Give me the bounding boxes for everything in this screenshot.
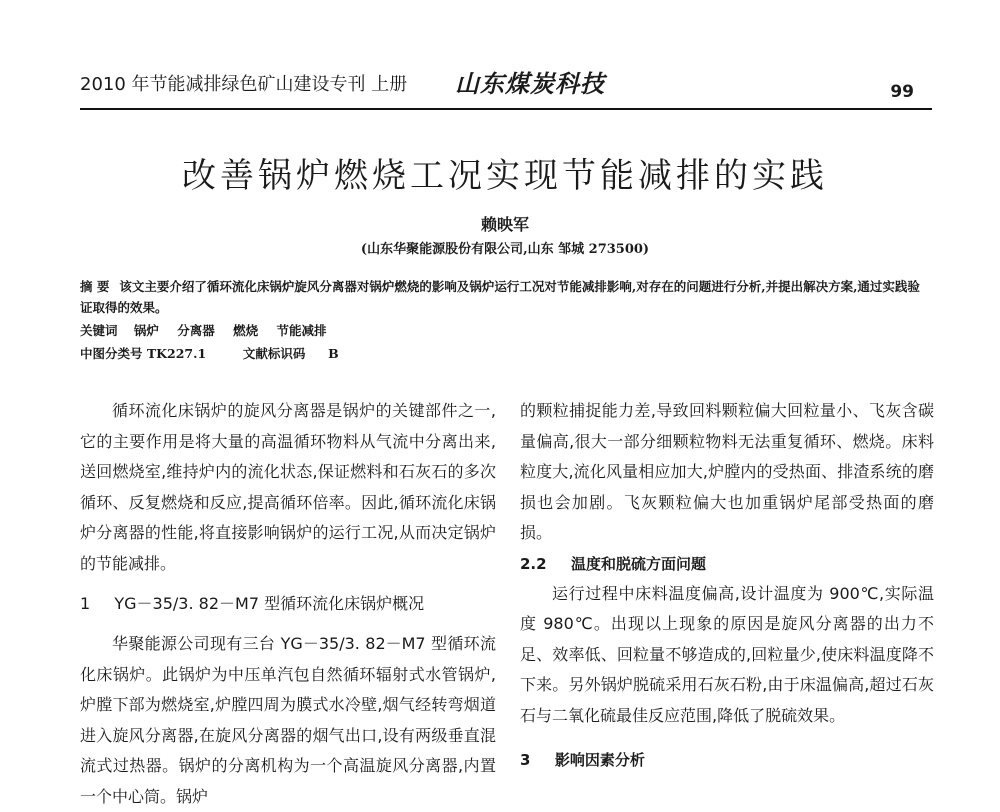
article-affiliation: (山东华聚能源股份有限公司,山东 邹城 273500) (360, 242, 650, 257)
section-2-2-heading (520, 549, 934, 579)
section-number: 3 (520, 751, 531, 769)
page-header (80, 60, 930, 100)
keyword: 锅炉 (133, 323, 159, 338)
section-3-heading (520, 745, 934, 775)
continued-paragraph: 的颗粒捕捉能力差,导致回料颗粒偏大回粒量小、飞灰含碳量偏高,很大一部分细颗粒物料无法重复循环、燃烧。床料粒度大,流化风量相应加大,炉膛内的受热面、排渣系统的磨损也会加剧。飞灰颗粒偏大也加重锅炉尾部受热面的磨损。 (520, 401, 934, 542)
section-title: 温度和脱硫方面问题 (571, 554, 707, 573)
abstract-label: 摘 要 (80, 279, 110, 294)
page-number: 99 (890, 82, 914, 102)
section-title: 影响因素分析 (554, 751, 645, 769)
section-1-heading (80, 589, 496, 619)
section-2-2-paragraph: 运行过程中床料温度偏高,设计温度为 900℃,实际温度 980℃。出现以上现象的原因是旋风分离器的出力不足、效率低、回粒量不够造成的,回粒量少,使床料温度降不下来。另外锅炉脱硫采用石灰石粉,由于床温偏高,超过石灰石与二氧化硫最佳反应范围,降低了脱硫效果。 (520, 583, 934, 725)
section-1-paragraph: 华聚能源公司现有三台 YG－35/3. 82－M7 型循环流化床锅炉。此锅炉为中压单汽包自然循环辐射式水管锅炉,炉膛下部为燃烧室,炉膛四周为膜式水冷壁,烟气经转弯烟道进入旋风分离器,在旋风分离器的烟气出口,设有两级垂直混流式过热器。锅炉的分离机构为一个高温旋风分离器,内置一个中心筒。锅炉 (80, 634, 496, 806)
section-title: YG－35/3. 82－M7 型循环流化床锅炉概况 (114, 594, 425, 613)
right-column (520, 396, 934, 775)
abstract (80, 276, 932, 318)
clc-label: 中图分类号 (80, 346, 143, 361)
journal-issue: 2010 年节能减排绿色矿山建设专刊 上册 (80, 74, 408, 95)
keyword: 分离器 (177, 323, 215, 338)
keyword: 节能减排 (276, 323, 327, 338)
article-author: 赖映军 (480, 215, 529, 234)
keyword: 燃烧 (233, 323, 259, 338)
intro-paragraph: 循环流化床锅炉的旋风分离器是锅炉的关键部件之一,它的主要作用是将大量的高温循环物料从气流中分离出来,送回燃烧室,维持炉内的流化状态,保证燃料和石灰石的多次循环、反复燃烧和反应,提高循环倍率。因此,循环流化床锅炉分离器的性能,将直接影响锅炉的运行工况,从而决定锅炉的节能减排。 (80, 401, 496, 573)
clc-value: TK227.1 (146, 346, 207, 361)
keywords-label: 关键词 (80, 323, 118, 338)
header-divider (80, 108, 932, 110)
section-number: 1 (80, 594, 91, 613)
abstract-text: 该文主要介绍了循环流化床锅炉旋风分离器对锅炉燃烧的影响及锅炉运行工况对节能减排影响,对存在的问题进行分析,并提出解决方案,通过实践验证取得的效果。 (80, 279, 920, 315)
journal-logo: 山东煤炭科技 (455, 69, 605, 98)
keywords-line (80, 321, 341, 339)
classification-line (80, 344, 339, 362)
left-column (80, 396, 496, 812)
section-number: 2.2 (520, 554, 547, 573)
article-title: 改善锅炉燃烧工况实现节能减排的实践 (182, 156, 828, 196)
doc-code-value: B (328, 346, 339, 361)
doc-code-label: 文献标识码 (242, 346, 306, 361)
